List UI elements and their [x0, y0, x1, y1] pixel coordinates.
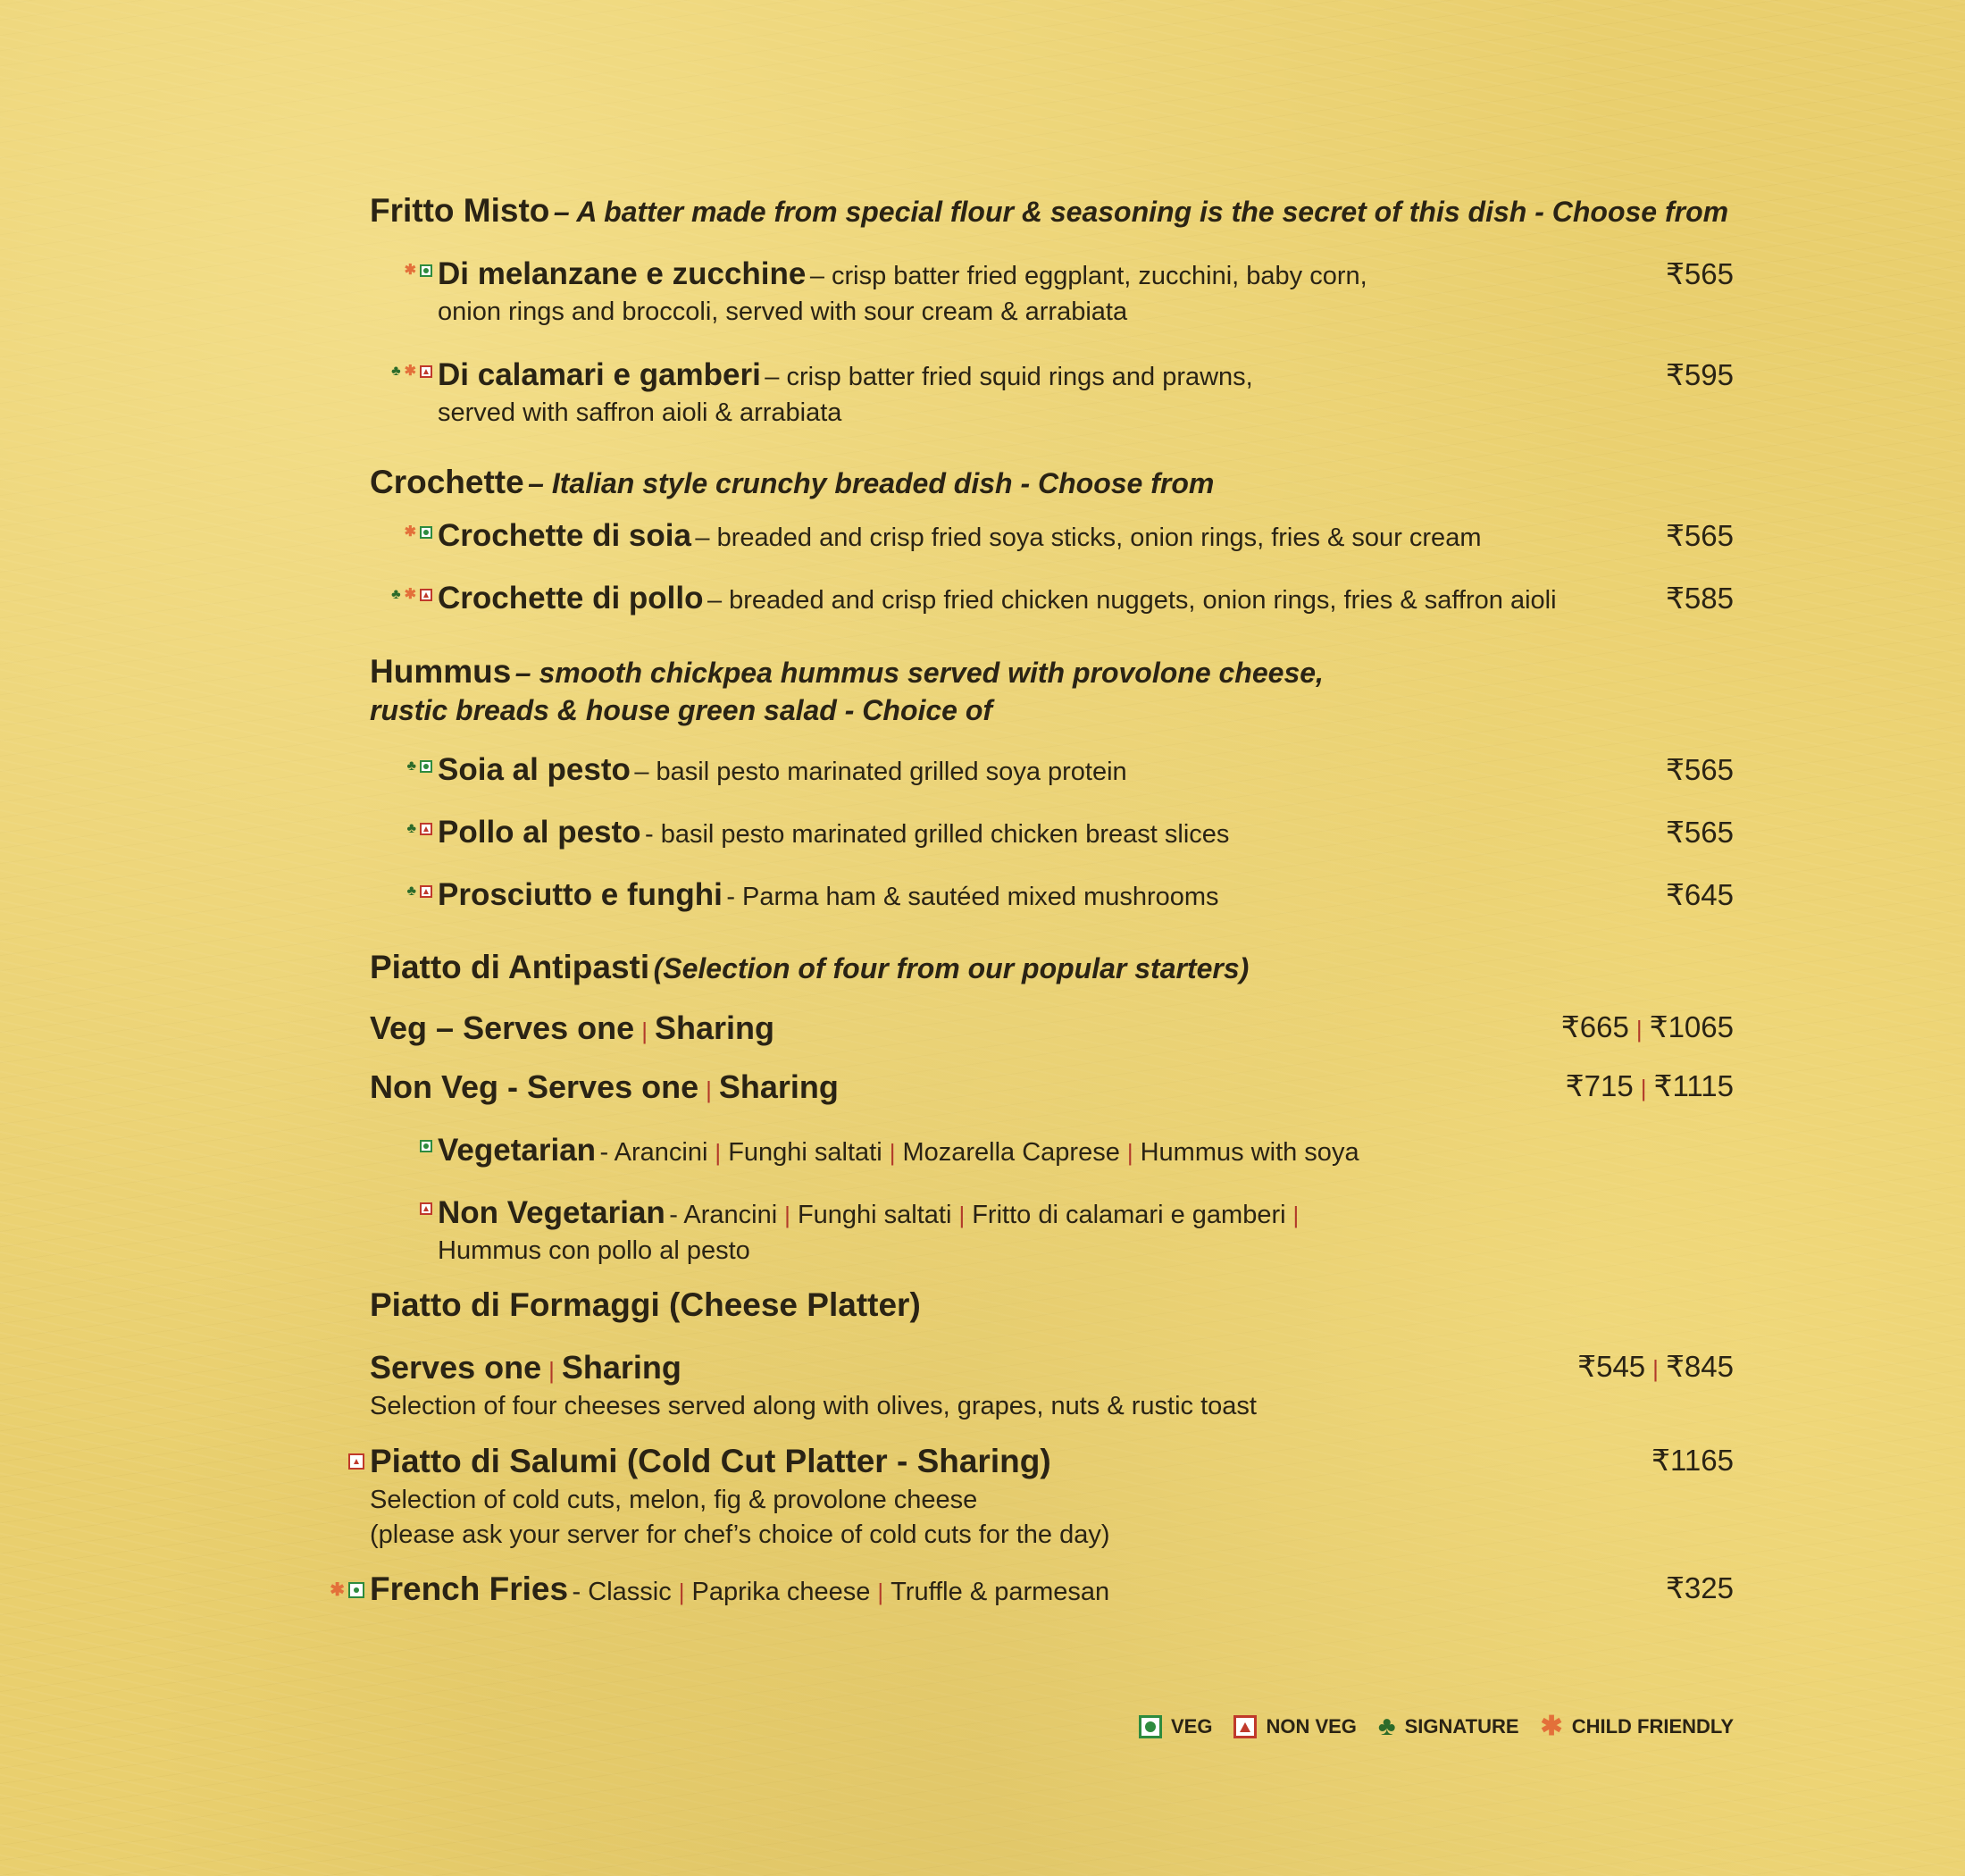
section-description-line2: rustic breads & house green salad - Choice of	[370, 694, 993, 726]
item-description-line2: onion rings and broccoli, served with sour cream & arrabiata	[438, 297, 1128, 326]
section-salumi	[370, 1443, 1734, 1550]
signature-leaf-icon: ♣	[391, 364, 401, 379]
item-name: Pollo al pesto	[438, 815, 641, 850]
item-description: – breaded and crisp fried soya sticks, onion rings, fries & sour cream	[695, 523, 1482, 552]
antipasti-veg-row: Veg – Serves one | Sharing ₹665 | ₹1065	[370, 1009, 1734, 1046]
legend-veg: VEG	[1139, 1715, 1212, 1738]
section-hummus	[370, 653, 1734, 727]
legend-non-veg: NON VEG	[1233, 1715, 1356, 1738]
item-name: Non Vegetarian	[438, 1195, 665, 1230]
item-name: Soia al pesto	[438, 752, 631, 787]
item-name: Crochette di pollo	[438, 581, 704, 616]
non-veg-icon	[420, 589, 432, 601]
item-price: ₹1165	[1651, 1444, 1734, 1477]
item-price: ₹325	[1665, 1571, 1734, 1604]
serving-label: Non Veg - Serves one	[370, 1068, 699, 1105]
veg-icon	[1139, 1715, 1162, 1738]
item-description: – crisp batter fried eggplant, zucchini, baby corn,	[809, 262, 1367, 290]
item-description: – crisp batter fried squid rings and prawns,	[765, 363, 1253, 391]
non-veg-icon	[420, 885, 432, 898]
item-price: ₹715 | ₹1115	[1565, 1069, 1734, 1102]
item-description: Selection of four cheeses served along with olives, grapes, nuts & rustic toast	[370, 1392, 1257, 1420]
non-veg-icon	[348, 1453, 364, 1470]
item-description: Selection of cold cuts, melon, fig & provolone cheese	[370, 1486, 978, 1514]
child-friendly-icon: ✱	[404, 364, 416, 379]
item-price: ₹565	[1665, 753, 1734, 786]
legend	[1139, 1713, 1734, 1740]
signature-leaf-icon: ♣	[406, 884, 416, 899]
section-crochette	[370, 464, 1734, 501]
signature-leaf-icon: ♣	[391, 587, 401, 602]
item-price: ₹565	[1665, 816, 1734, 849]
section-title: Piatto di Antipasti	[370, 949, 650, 985]
section-title: Piatto di Formaggi (Cheese Platter)	[370, 1286, 921, 1323]
item-name: Di calamari e gamberi	[438, 357, 761, 392]
serving-label: Serves one	[370, 1349, 542, 1386]
item-price: ₹545 | ₹845	[1577, 1350, 1734, 1383]
section-description: – smooth chickpea hummus served with provolone cheese,	[514, 657, 1324, 689]
signature-leaf-icon: ♣	[406, 821, 416, 836]
child-friendly-icon: ✱	[404, 263, 416, 278]
section-description: – Italian style crunchy breaded dish - Choose from	[528, 467, 1215, 499]
section-title: Fritto Misto	[370, 192, 550, 229]
item-description: - Parma ham & sautéed mixed mushrooms	[726, 883, 1219, 911]
child-friendly-icon: ✱	[404, 524, 416, 540]
item-name: Crochette di soia	[438, 518, 691, 553]
section-title: Hummus	[370, 653, 512, 690]
section-description: (Selection of four from our popular starters)	[653, 952, 1250, 984]
child-friendly-icon: ✱	[330, 1580, 345, 1600]
item-description: - basil pesto marinated grilled chicken breast slices	[645, 820, 1230, 849]
sharing-label: Sharing	[561, 1349, 681, 1386]
item-price: ₹665 | ₹1065	[1560, 1010, 1734, 1043]
menu-item-soia-al-pesto	[406, 752, 1734, 788]
section-title: Piatto di Salumi (Cold Cut Platter - Sharing)	[370, 1443, 1051, 1479]
item-price: ₹585	[1665, 582, 1734, 615]
item-name: Di melanzane e zucchine	[438, 256, 807, 291]
menu-item-prosciutto-e-funghi	[406, 877, 1734, 913]
menu-item-di-calamari	[391, 357, 1734, 428]
item-price: ₹595	[1665, 358, 1734, 391]
section-antipasti	[370, 949, 1734, 986]
veg-icon	[420, 526, 432, 539]
legend-child-friendly: ✱ CHILD FRIENDLY	[1540, 1712, 1734, 1741]
item-price: ₹645	[1665, 878, 1734, 911]
antipasti-nonveg-row: Non Veg - Serves one | Sharing ₹715 | ₹1115	[370, 1068, 1734, 1105]
menu-item-di-melanzane	[404, 256, 1734, 327]
veg-icon	[420, 264, 432, 277]
menu-page	[330, 0, 1734, 1876]
legend-signature: ♣ SIGNATURE	[1377, 1712, 1519, 1741]
item-description-line2: served with saffron aioli & arrabiata	[438, 398, 842, 427]
section-french-fries: ✱ French Fries - Classic | Paprika cheese | Truffle & parmesan ₹325	[330, 1570, 1734, 1607]
item-name: Prosciutto e funghi	[438, 877, 723, 912]
veg-icon	[420, 760, 432, 773]
non-veg-icon	[420, 365, 432, 378]
section-formaggi	[370, 1286, 1734, 1324]
serving-label: Veg – Serves one	[370, 1009, 635, 1046]
item-name: Vegetarian	[438, 1133, 597, 1168]
antipasti-non-vegetarian-selection: Non Vegetarian - Arancini | Funghi saltati | Fritto di calamari e gamberi | Hummus con pollo al pesto	[438, 1195, 1734, 1266]
item-price: ₹565	[1665, 519, 1734, 552]
veg-icon	[348, 1582, 364, 1598]
child-friendly-icon: ✱	[404, 587, 416, 602]
non-veg-icon	[1233, 1715, 1257, 1738]
menu-item-pollo-al-pesto	[406, 815, 1734, 850]
sharing-label: Sharing	[718, 1068, 839, 1105]
item-price: ₹565	[1665, 257, 1734, 290]
section-title: French Fries	[370, 1570, 569, 1607]
sharing-label: Sharing	[654, 1009, 774, 1046]
non-veg-icon	[420, 823, 432, 835]
section-title: Crochette	[370, 464, 524, 500]
item-description-line2: (please ask your server for chef’s choice of cold cuts for the day)	[370, 1520, 1110, 1549]
item-description: – breaded and crisp fried chicken nuggets, onion rings, fries & saffron aioli	[707, 586, 1557, 615]
section-fritto-misto	[370, 192, 1734, 230]
signature-leaf-icon: ♣	[1377, 1712, 1396, 1741]
item-description-line2: Hummus con pollo al pesto	[438, 1236, 750, 1265]
item-description: – basil pesto marinated grilled soya protein	[634, 758, 1127, 786]
veg-icon	[420, 1140, 432, 1152]
signature-leaf-icon: ♣	[406, 758, 416, 774]
section-description: – A batter made from special flour & seasoning is the secret of this dish - Choose from	[553, 196, 1729, 228]
antipasti-vegetarian-selection: Vegetarian - Arancini | Funghi saltati | Mozarella Caprese | Hummus with soya	[438, 1133, 1734, 1168]
formaggi-serving-row: Serves one | Sharing Selection of four cheeses served along with olives, grapes, nuts & rustic toast ₹545 | ₹845	[370, 1349, 1734, 1420]
child-friendly-icon: ✱	[1540, 1712, 1563, 1741]
menu-item-crochette-di-soia	[404, 518, 1734, 554]
non-veg-icon	[420, 1202, 432, 1215]
menu-item-crochette-di-pollo	[391, 581, 1734, 616]
